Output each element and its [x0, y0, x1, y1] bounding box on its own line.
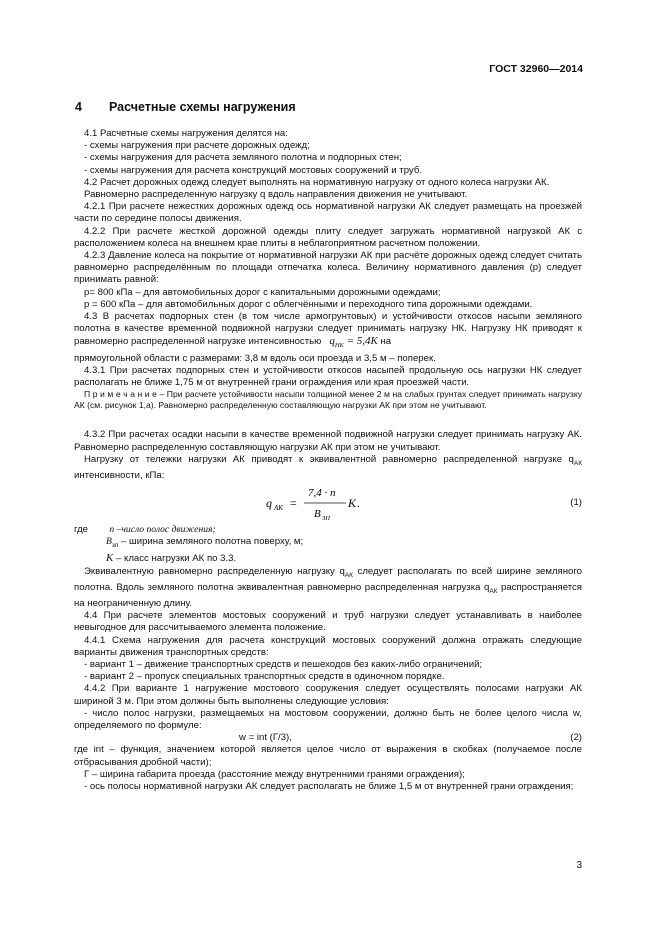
- paragraph-text: распространяется на неограниченную длину.: [74, 581, 582, 609]
- paragraph: прямоугольной области с размерами: 3,8 м вдоль оси проезда и 3,5 м – поперек.: [74, 352, 436, 364]
- paragraph-text: Нагрузку от тележки нагрузки АК приводят к эквивалентной равномерно распределенной нагрузке q: [84, 453, 574, 465]
- formula-den-sub: ЗП: [322, 515, 330, 523]
- paragraph: 4.4.2 При варианте 1 нагружение мостового сооружения следует осуществлять полосами нагрузки АК шириной 3 м. При этом должны быть выполнены следующие условия:: [74, 683, 582, 707]
- formula-rhs: = 5,4K: [343, 335, 378, 348]
- paragraph: р= 800 кПа – для автомобильных дорог с капитальными дорожными одеждами;: [84, 286, 441, 298]
- paragraph: 4.3.1 При расчетах подпорных стен и устойчивости откосов насыпей продольную ось нагрузки НК следует располагать не ближе 1,75 м от внутренней грани ограждения или края проезжей части.: [74, 365, 582, 389]
- formula-lhs: q: [266, 496, 272, 511]
- subscript: АК: [573, 459, 582, 467]
- where-var: K: [106, 552, 114, 565]
- section-number: 4: [75, 100, 82, 114]
- where-var: B: [106, 536, 112, 548]
- paragraph: р = 600 кПа – для автомобильных дорог с облегчёнными и переходного типа дорожными одеждами.: [84, 298, 533, 310]
- list-item: - схемы нагружения для расчета конструкций мостовых сооружений и труб.: [84, 164, 422, 176]
- paragraph-text: на: [377, 336, 392, 348]
- paragraph: 4.2.3 Давление колеса на покрытие от нормативной нагрузки АК при расчёте дорожных одежд следует считать равномерно распределённым по площади отпечатка колеса. Величину нормативного давления (р) следует принимать равной:: [74, 250, 582, 286]
- paragraph-text: 4.3 В расчетах подпорных стен (в том числе армогрунтовых) и устойчивости откосов насыпи земляного полотна в качестве временной подвижной нагрузки следует принимать нагрузку НК. Нагрузку НК приводят к равномерно распределенной нагрузке интенсивностью: [74, 311, 582, 348]
- paragraph: - число полос нагрузки, размещаемых на мостовом сооружении, должно быть не более целого числа w, определяемого по формуле:: [74, 707, 582, 731]
- formula-number: (1): [570, 497, 582, 509]
- formula-k: K: [348, 496, 357, 511]
- paragraph: 4.4 При расчете элементов мостовых сооружений и труб нагрузки следует устанавливать в наиболее невыгодное для рассчитываемого элемента положение.: [74, 610, 582, 634]
- paragraph: Равномерно распределенную нагрузку q вдоль направления движения не учитывают.: [84, 189, 468, 201]
- section-title: Расчетные схемы нагружения: [109, 100, 296, 114]
- list-item: - вариант 2 – пропуск специальных транспортных средств в одиночном порядке.: [84, 671, 445, 683]
- formula-sub: НК: [334, 342, 344, 350]
- standard-code-header: ГОСТ 32960—2014: [489, 63, 583, 75]
- formula-dot: .: [357, 498, 360, 511]
- subscript: АК: [489, 587, 498, 595]
- formula-1: [264, 482, 404, 524]
- paragraph: [74, 311, 582, 353]
- where-line: [74, 536, 582, 552]
- paragraph: 4.4.1 Схема нагружения для расчета конструкций мостовых сооружений должна отражать следующие варианты движения транспортных средств:: [74, 634, 582, 658]
- paragraph: - ось полосы нормативной нагрузки АК следует располагать не ближе 1,5 м от внутренней грани ограждения;: [84, 780, 574, 792]
- formula-denominator: B: [314, 508, 321, 521]
- paragraph-text: Эквивалентную равномерно распределенную нагрузку q: [84, 565, 345, 577]
- paragraph: 4.3.2 При расчетах осадки насыпи в качестве временной подвижной нагрузки следует принимать нагрузку АК. Равномерно распределенную составляющую нагрузки АК при этом не учитывают.: [74, 429, 582, 453]
- paragraph-text: интенсивности, кПа:: [74, 469, 165, 481]
- where-definition: – класс нагрузки АК по 3.3.: [113, 553, 237, 565]
- list-item: - схемы нагружения для расчета земляного полотна и подпорных стен;: [84, 152, 402, 164]
- formula-2-row: [74, 732, 582, 744]
- paragraph: 4.1 Расчетные схемы нагружения делятся на:: [84, 128, 288, 139]
- subscript: АК: [344, 571, 353, 579]
- where-definition: n –число полос движения;: [109, 524, 216, 536]
- formula-equals: =: [290, 496, 297, 511]
- formula-lhs-sub: АК: [274, 504, 283, 513]
- section-heading: [75, 100, 296, 114]
- list-item: - вариант 1 – движение транспортных средств и пешеходов без каких-либо ограничений;: [84, 658, 483, 670]
- inline-formula: [329, 335, 378, 350]
- paragraph-text: следует располагать по всей ширине земляного полотна. Вдоль земляного полотна эквивалентная равномерно распределенная нагрузка q: [74, 565, 582, 593]
- paragraph: [74, 454, 582, 482]
- paragraph: Г – ширина габарита проезда (расстояние между внутренними гранями ограждения);: [84, 768, 465, 780]
- where-sub: зп: [111, 542, 119, 550]
- formula-var: q: [329, 335, 335, 348]
- note: П р и м е ч а н и е – При расчете устойчивости насыпи толщиной менее 2 м на слабых грунтах следует принимать нагрузку АК (см. рисунок 1,а). Равномерно распределенную составляющую нагрузки АК при этом не учитывают.: [74, 389, 582, 411]
- paragraph: 4.2.2 При расчете жесткой дорожной одежды плиту следует загружать нормативной нагрузкой АК с расположением колеса на внешнем крае плиты в неблагоприятном расчетном положении.: [74, 225, 582, 249]
- paragraph: где int – функция, значением которой является целое число от выражения в скобках (получаемое после отбрасывания дробной части);: [74, 744, 582, 768]
- paragraph: 4.2.1 При расчете нежестких дорожных одежд ось нормативной нагрузки АК следует размещать на проезжей части по середине полосы движения.: [74, 201, 582, 225]
- document-body: [74, 128, 582, 793]
- formula-2: w = int (Г/3),: [239, 732, 292, 744]
- where-label: где: [74, 524, 89, 536]
- paragraph: 4.2 Расчет дорожных одежд следует выполнять на нормативную нагрузку от одного колеса нагрузки АК.: [84, 176, 550, 188]
- where-line: [74, 524, 582, 536]
- formula-number: (2): [570, 732, 582, 744]
- spacer: [74, 411, 582, 429]
- page-number: 3: [576, 860, 582, 871]
- formula-1-row: [74, 482, 582, 524]
- where-line: [74, 552, 582, 565]
- list-item: - схемы нагружения при расчете дорожных одежд;: [84, 140, 310, 152]
- where-definition: – ширина земляного полотна поверху, м;: [118, 536, 304, 548]
- formula-numerator: 7,4 · n: [308, 487, 336, 500]
- paragraph: [74, 566, 582, 610]
